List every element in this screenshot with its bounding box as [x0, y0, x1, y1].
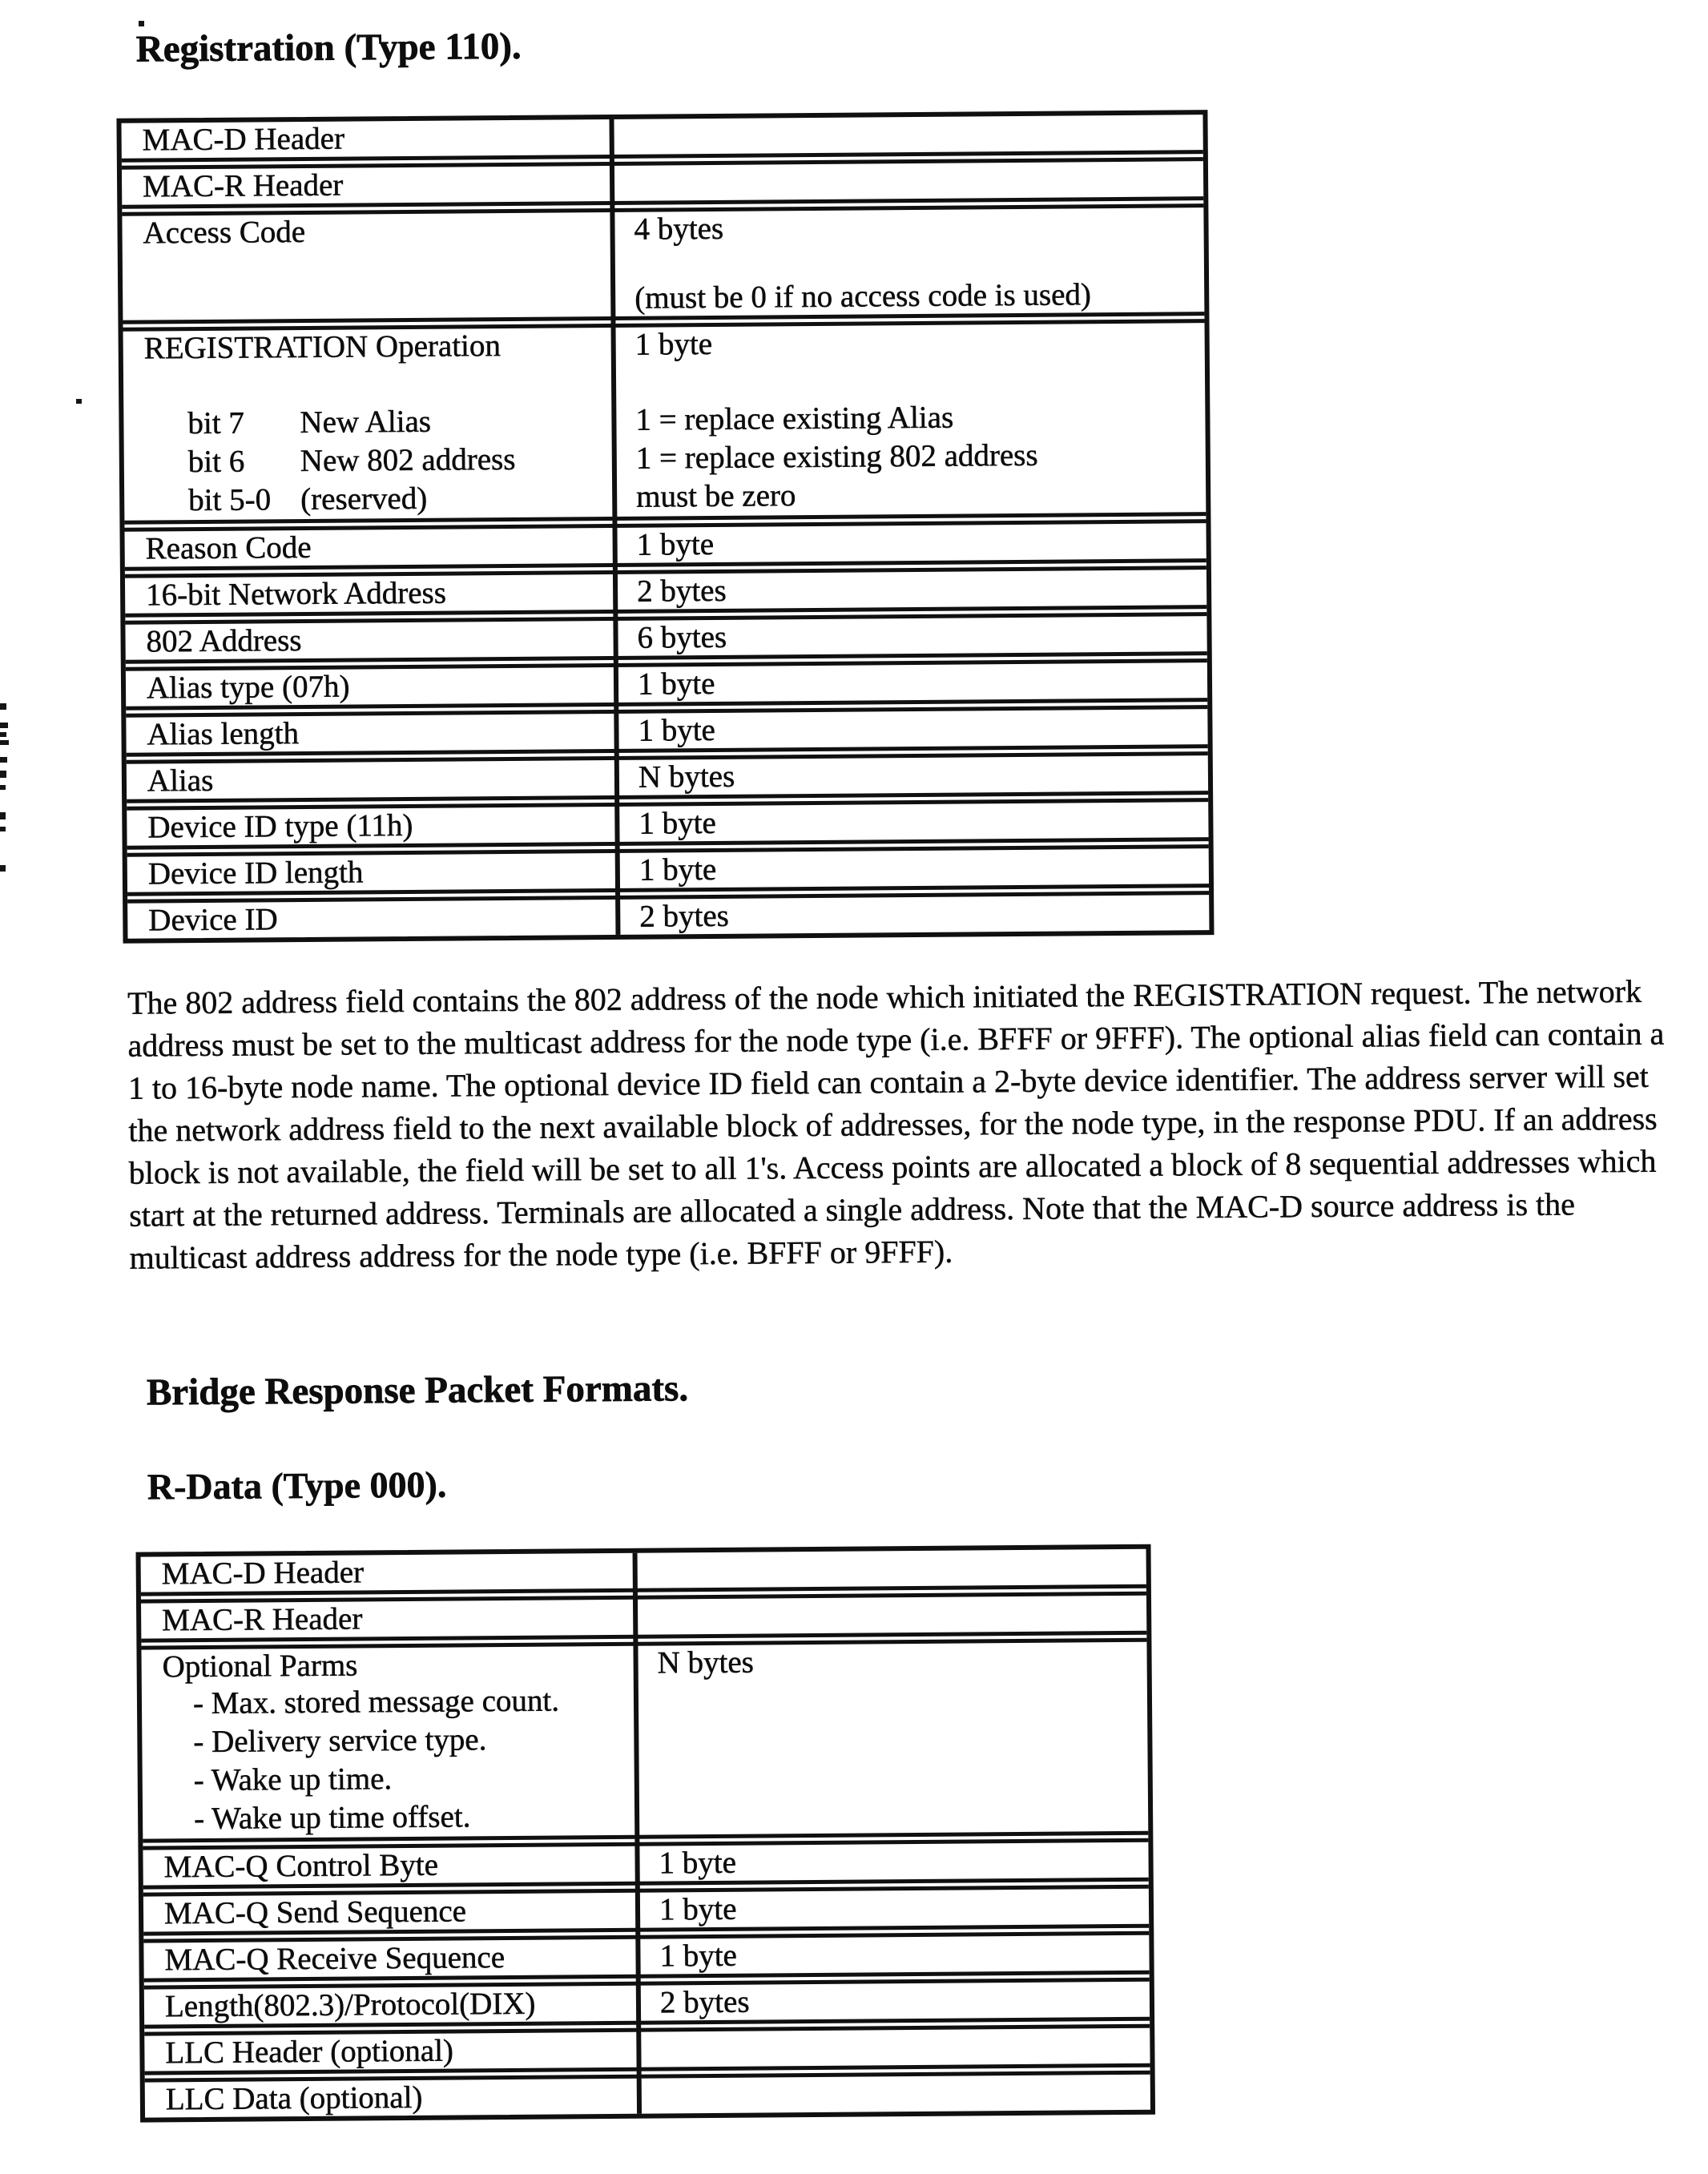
- field-size: 2 bytes: [659, 1984, 750, 2020]
- field-size: [638, 1596, 1146, 1635]
- field-label: Reason Code: [145, 529, 312, 566]
- field-size: 6 bytes: [637, 619, 727, 655]
- field-label: 16-bit Network Address: [145, 575, 447, 613]
- scan-artifact: [0, 827, 6, 831]
- table-row: [143, 1885, 1149, 1936]
- table-row: [141, 1592, 1146, 1643]
- option-item: - Max. stored message count.: [192, 1683, 560, 1721]
- field-label: MAC-R Header: [162, 1601, 363, 1638]
- table-row: [125, 566, 1206, 618]
- field-label: Optional Parms: [162, 1648, 358, 1685]
- option-item: - Wake up time offset.: [193, 1799, 471, 1837]
- field-size: 1 byte: [659, 1845, 737, 1881]
- table-row: [122, 115, 1203, 163]
- bit-id: bit 6: [187, 444, 245, 480]
- field-size: 1 byte: [637, 666, 715, 702]
- table-row: [141, 1549, 1146, 1596]
- field-label: Device ID: [148, 902, 278, 938]
- table-row: [124, 519, 1206, 571]
- scan-artifact: [0, 865, 6, 872]
- bit-id: bit 7: [187, 405, 245, 441]
- table-row: [126, 658, 1207, 711]
- field-label: LLC Data (optional): [165, 2079, 423, 2117]
- field-size: 1 byte: [659, 1938, 738, 1974]
- field-label: REGISTRATION Operation: [143, 328, 502, 366]
- table-row: [127, 844, 1209, 896]
- field-size: 4 bytes: [634, 211, 724, 247]
- bit-meaning: 1 = replace existing Alias: [635, 400, 954, 437]
- table-row: [127, 891, 1209, 939]
- field-size: [638, 1549, 1146, 1588]
- rdata-table: [136, 1544, 1156, 2123]
- field-label: MAC-Q Control Byte: [163, 1847, 439, 1885]
- field-size: 1 byte: [638, 712, 716, 748]
- field-size: [641, 2028, 1150, 2067]
- body-paragraph: The 802 address field contains the 802 address of the node which initiated the REGISTRATION request. The network address must be set to the multicast address for the node type (i.e. BFFF or 9FFF). The optional alias field can contain a 1 to 16-byte node name. The optional device ID field can contain a 2-byte device identifier. The address server will set the network address field to the next available block of addresses, for the node type, in the response PDU. If an address block is not available, the field will be set to all 1's. Access points are allocated a block of 8 sequential addresses which start at the returned address. Terminals are allocated a single address. Note that the MAC-D source address is the multicast address address for the node type (i.e. BFFF or 9FFF).: [127, 972, 1665, 1276]
- section-heading: Bridge Response Packet Formats.: [146, 1367, 689, 1414]
- field-size: 1 byte: [659, 1891, 737, 1927]
- field-label: Alias length: [147, 716, 300, 752]
- field-label: Device ID type (11h): [147, 807, 413, 845]
- field-label: LLC Header (optional): [165, 2033, 454, 2071]
- bit-name: (reserved): [300, 481, 428, 517]
- field-label: Length(802.3)/Protocol(DIX): [164, 1986, 536, 2024]
- field-size: N bytes: [657, 1645, 755, 1681]
- field-size: N bytes: [638, 759, 735, 795]
- table-row: [143, 1931, 1149, 1983]
- table-row: [122, 157, 1203, 209]
- field-label: Device ID length: [147, 855, 364, 892]
- option-item-row: [143, 1793, 1148, 1839]
- bit-definition-row: [124, 473, 1206, 521]
- field-size: 1 byte: [638, 805, 716, 841]
- table-row: [126, 705, 1207, 757]
- field-label: MAC-Q Receive Sequence: [164, 1940, 506, 1978]
- option-item: - Delivery service type.: [193, 1722, 487, 1760]
- field-label: MAC-D Header: [161, 1555, 365, 1592]
- field-size: [642, 2075, 1150, 2114]
- field-size: 2 bytes: [639, 898, 730, 934]
- field-size: 1 byte: [634, 326, 713, 362]
- field-size: [614, 115, 1202, 155]
- field-label: Alias: [147, 763, 214, 799]
- registration-table: [116, 110, 1214, 944]
- field-size: 1 byte: [638, 851, 717, 888]
- table-row: [141, 1638, 1148, 1843]
- bit-meaning: 1 = replace existing 802 address: [635, 437, 1038, 476]
- field-label: MAC-Q Send Sequence: [163, 1894, 467, 1931]
- scan-artifact: [0, 785, 6, 790]
- field-label: Alias type (07h): [146, 669, 350, 706]
- field-label: Access Code: [143, 214, 306, 251]
- bit-name: New 802 address: [300, 441, 516, 479]
- field-label: MAC-R Header: [142, 167, 344, 204]
- bit-meaning: must be zero: [636, 478, 796, 514]
- table-row: [123, 319, 1206, 525]
- option-item: - Wake up time.: [193, 1761, 393, 1798]
- field-size: 1 byte: [636, 526, 715, 562]
- table-row: [122, 203, 1204, 324]
- table-row: [144, 1978, 1150, 2029]
- table-row: [145, 2071, 1150, 2118]
- field-label: 802 Address: [146, 623, 302, 659]
- field-size: 2 bytes: [636, 573, 727, 609]
- scan-artifact: [0, 812, 6, 819]
- page-title: Registration (Type 110).: [135, 25, 522, 70]
- bit-id: bit 5-0: [188, 482, 272, 518]
- field-size: [614, 161, 1203, 201]
- table-row: [125, 612, 1206, 664]
- bit-name: New Alias: [300, 404, 432, 441]
- table-row: [144, 2024, 1150, 2075]
- table-row: [127, 798, 1208, 850]
- field-label-empty: [123, 281, 615, 320]
- subsection-title: R-Data (Type 000).: [147, 1463, 447, 1508]
- table-row: [143, 1838, 1148, 1890]
- table-row: [127, 751, 1208, 803]
- field-label: MAC-D Header: [142, 121, 345, 158]
- field-note: (must be 0 if no access code is used): [634, 277, 1092, 316]
